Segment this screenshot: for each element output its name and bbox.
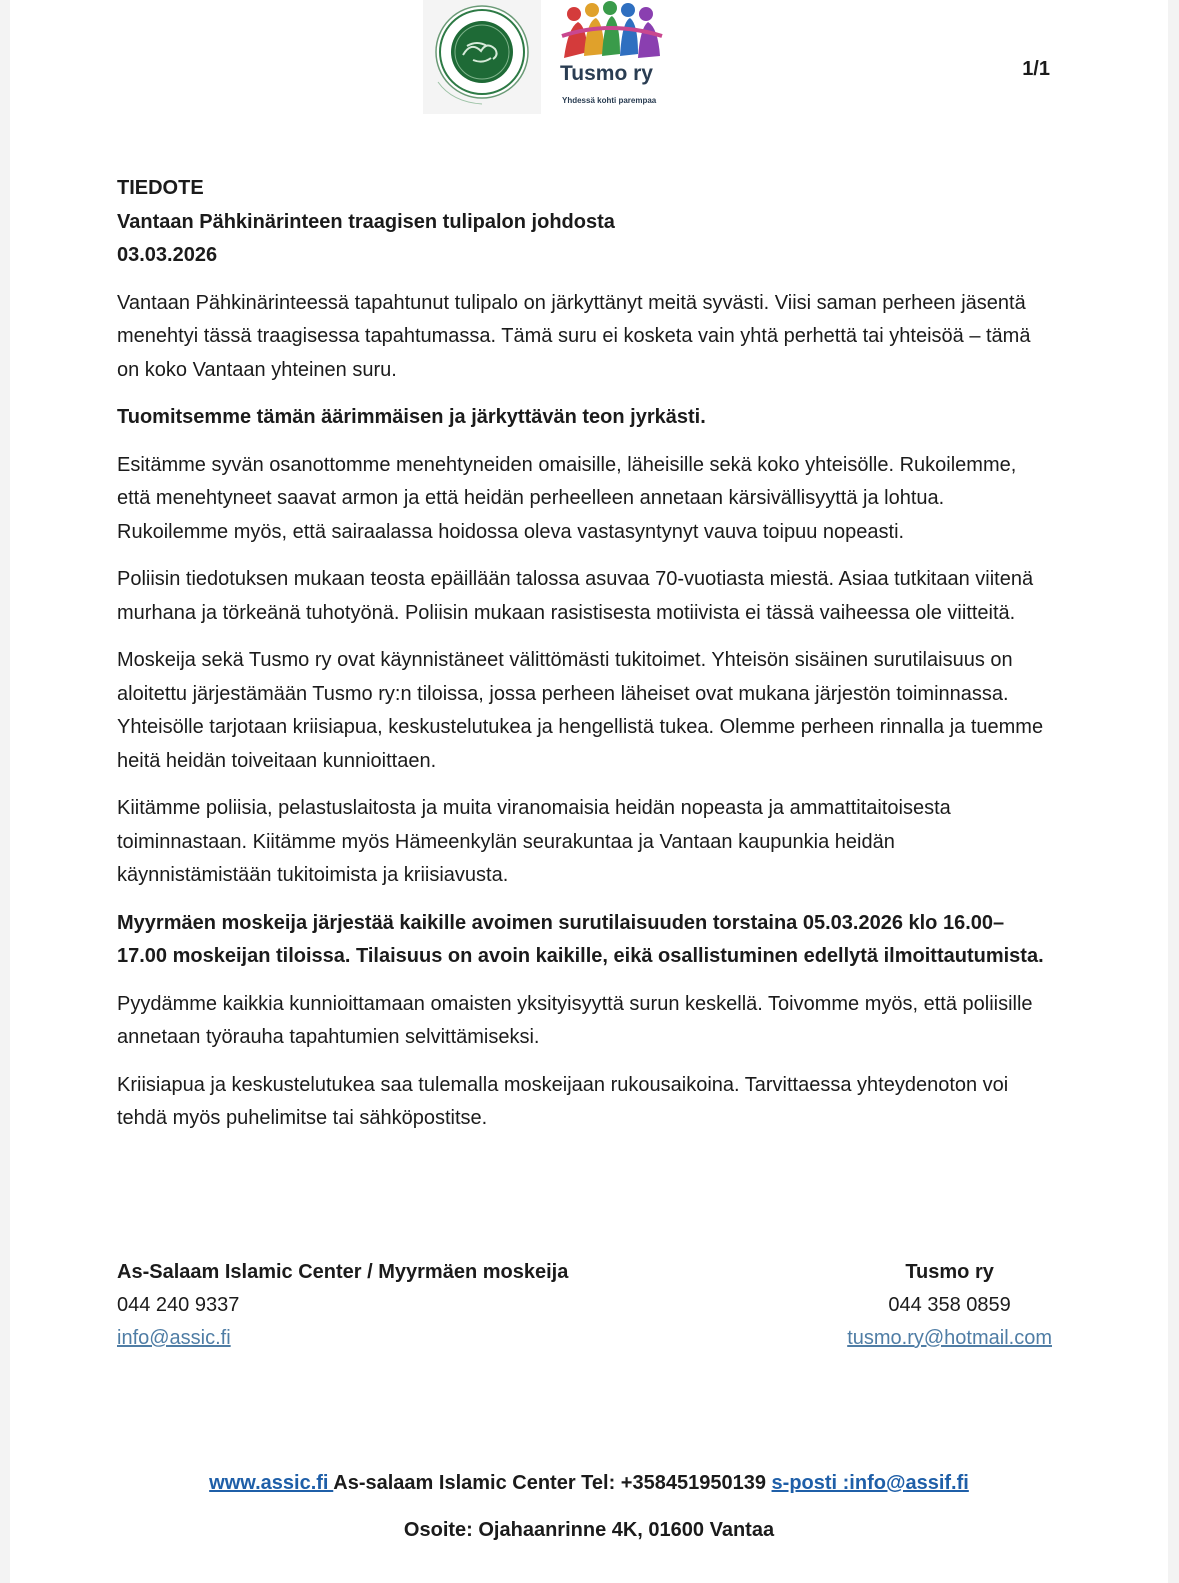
press-release-body [117, 172, 1052, 1150]
paragraph: Kiitämme poliisia, pelastuslaitosta ja muita viranomaisia heidän nopeasta ja ammattitaitoisesta toiminnastaan. Kiitämme myös Hämeenkylän seurakuntaa ja Vantaan kaupunkia heidän käynnistämistään tukitoimista ja kriisiavusta. [117, 797, 951, 886]
paragraph: Pyydämme kaikkia kunnioittamaan omaisten yksityisyyttä surun keskellä. Toivomme myös, että poliisille annetaan työrauha tapahtumien selvittämiseksi. [117, 992, 1033, 1048]
document-page [10, 0, 1168, 1583]
contact-tusmo-email-link[interactable]: tusmo.ry@hotmail.com [847, 1327, 1052, 1349]
contact-assic [117, 1256, 568, 1355]
paragraph: Moskeija sekä Tusmo ry ovat käynnistäneet välittömästi tukitoimet. Yhteisön sisäinen surutilaisuus on aloitettu järjestämään Tusmo ry:n tiloissa, jossa perheen läheiset ovat mukana järjestön toiminnassa. Yhteisölle tarjotaan kriisiapua, keskustelutukea ja hengellistä tukea. Olemme perheen rinnalla ja tuemme heitä heidän toiveitaan kunnioittaen. [117, 649, 1044, 772]
contact-tusmo [847, 1256, 1052, 1355]
release-label: TIEDOTE [117, 177, 204, 199]
release-date: 03.03.2026 [117, 244, 218, 266]
tusmo-logo [552, 0, 672, 114]
footer-org-text: As-salaam Islamic Center Tel: +358451950139 [333, 1472, 772, 1494]
footer-email-link[interactable]: s-posti :info@assif.fi [771, 1472, 969, 1494]
assic-logo-emblem [423, 0, 541, 114]
page-number: 1/1 [1022, 58, 1050, 80]
paragraph: Myyrmäen moskeija järjestää kaikille avoimen surutilaisuuden torstaina 05.03.2026 klo 16.00–17.00 moskeijan tiloissa. Tilaisuus on avoin kaikille, eikä osallistuminen edellytä ilmoittautumista. [117, 911, 1044, 967]
assic-logo [423, 0, 541, 114]
contact-tusmo-phone: 044 358 0859 [888, 1294, 1011, 1316]
contact-assic-phone: 044 240 9337 [117, 1294, 240, 1316]
footer-address: Osoite: Ojahaanrinne 4K, 01600 Vantaa [403, 1519, 775, 1541]
paragraph: Esitämme syvän osanottomme menehtyneiden omaisille, läheisille sekä koko yhteisölle. Rukoilemme, että menehtyneet saavat armon ja että heidän perheelleen annetaan kärsivällisyyttä ja lohtua. Rukoilemme myös, että sairaalassa hoidossa oleva vastasyntynyt vauva toipuu nopeasti. [117, 453, 1017, 543]
paragraphs [117, 287, 1052, 1136]
footer-website-link[interactable]: www.assic.fi [209, 1472, 334, 1494]
paragraph: Tuomitsemme tämän äärimmäisen ja järkyttävän teon jyrkästi. [117, 406, 706, 428]
paragraph: Vantaan Pähkinärinteessä tapahtunut tulipalo on järkyttänyt meitä syvästi. Viisi saman perheen jäsentä menehtyi tässä traagisessa tapahtumassa. Tämä suru ei kosketa vain yhtä perhettä tai yhteisöä – tämä on koko Vantaan yhteinen suru. [117, 291, 1031, 381]
contact-assic-email-link[interactable]: info@assic.fi [117, 1327, 231, 1349]
release-subject: Vantaan Pähkinärinteen traagisen tulipalon johdosta [117, 210, 615, 233]
contact-assic-name: As-Salaam Islamic Center / Myyrmäen moskeija [117, 1261, 569, 1283]
footer-line [10, 1472, 1168, 1495]
tusmo-logo-name: Tusmo ry [560, 62, 653, 85]
contact-tusmo-name: Tusmo ry [905, 1261, 994, 1283]
tusmo-logo-tagline: Yhdessä kohti parempaa [562, 96, 657, 105]
paragraph: Kriisiapua ja keskustelutukea saa tulemalla moskeijaan rukousaikoina. Tarvittaessa yhteydenoton voi tehdä myös puhelimitse tai sähköpostitse. [117, 1073, 1009, 1129]
paragraph: Poliisin tiedotuksen mukaan teosta epäillään talossa asuvaa 70-vuotiasta miestä. Asiaa tutkitaan viitenä murhana ja törkeänä tuhotyönä. Poliisin mukaan rasistisesta motiivista ei tässä vaiheessa ole viitteitä. [117, 568, 1034, 624]
